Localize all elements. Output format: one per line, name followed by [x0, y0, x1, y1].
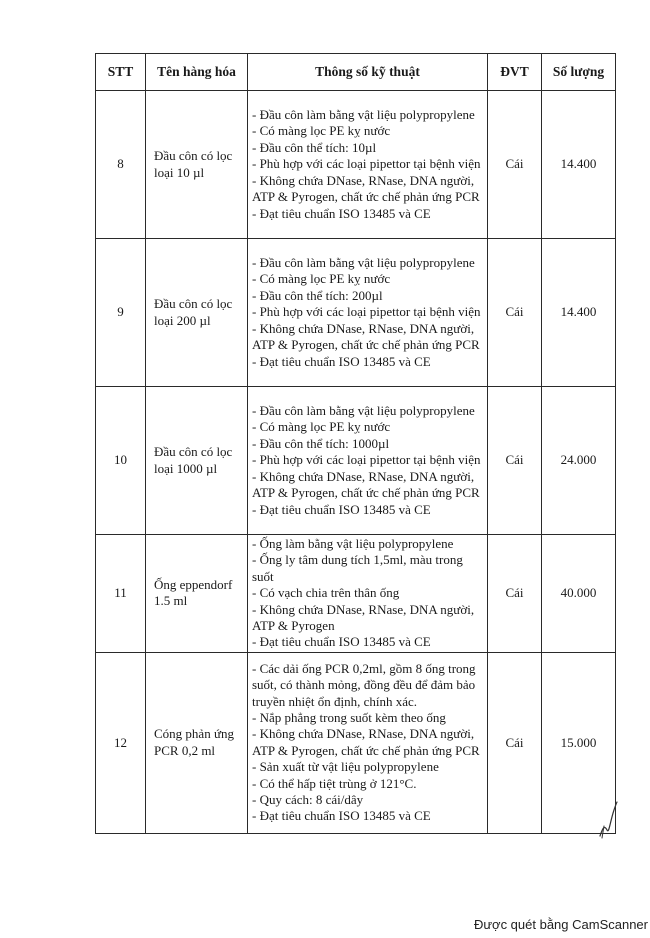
row-spec — [248, 535, 488, 653]
row-product-name: Đầu côn có lọc loại 200 µl — [146, 239, 248, 387]
spec-line: - Có vạch chia trên thân ống — [252, 585, 400, 601]
spec-line: - Có thể hấp tiệt trùng ở 121°C. — [252, 775, 417, 791]
row-stt: 9 — [96, 239, 146, 387]
spec-line: - Sản xuất từ vật liệu polypropylene — [252, 759, 439, 775]
spec-line: - Không chứa DNase, RNase, DNA người, ATP & Pyrogen, chất ức chế phản ứng PCR — [252, 172, 480, 205]
header-qty: Số lượng — [542, 54, 616, 91]
spec-line: - Không chứa DNase, RNase, DNA người, ATP & Pyrogen, chất ức chế phản ứng PCR — [252, 726, 480, 758]
spec-line: - Đạt tiêu chuẩn ISO 13485 và CE — [252, 205, 431, 221]
row-spec — [248, 652, 488, 833]
spec-line: - Ống ly tâm dung tích 1,5ml, màu trong suốt — [252, 552, 463, 584]
table-row — [96, 91, 616, 239]
row-spec — [248, 239, 488, 387]
spec-line: - Không chứa DNase, RNase, DNA người, ATP & Pyrogen, chất ức chế phản ứng PCR — [252, 320, 480, 353]
spec-line: - Đạt tiêu chuẩn ISO 13485 và CE — [252, 808, 431, 824]
spec-line: - Đầu côn làm bằng vật liệu polypropylene — [252, 107, 475, 123]
spec-line: - Có màng lọc PE kỵ nước — [252, 271, 391, 287]
row-quantity: 15.000 — [542, 652, 616, 833]
spec-line: - Đầu côn thể tích: 200µl — [252, 287, 383, 303]
scanner-footer: Được quét bằng CamScanner — [473, 917, 648, 932]
spec-line: - Nắp phẳng trong suốt kèm theo ống — [252, 710, 446, 726]
row-unit: Cái — [488, 387, 542, 535]
header-spec: Thông số kỹ thuật — [248, 54, 488, 91]
row-quantity: 24.000 — [542, 387, 616, 535]
spec-line: - Không chứa DNase, RNase, DNA người, ATP & Pyrogen — [252, 601, 475, 634]
table-header-row — [96, 54, 616, 91]
table-row — [96, 387, 616, 535]
row-product-name: Cóng phản ứng PCR 0,2 ml — [146, 652, 248, 833]
spec-line: - Đầu côn làm bằng vật liệu polypropylene — [252, 403, 475, 419]
spec-line: - Đầu côn thể tích: 10µl — [252, 139, 377, 155]
header-stt: STT — [96, 54, 146, 91]
row-stt: 12 — [96, 652, 146, 833]
row-unit: Cái — [488, 535, 542, 653]
row-stt: 10 — [96, 387, 146, 535]
row-quantity: 40.000 — [542, 535, 616, 653]
signature-mark — [596, 800, 620, 840]
spec-line: - Có màng lọc PE kỵ nước — [252, 123, 391, 139]
header-name: Tên hàng hóa — [146, 54, 248, 91]
spec-line: - Đầu côn làm bằng vật liệu polypropylene — [252, 255, 475, 271]
row-stt: 8 — [96, 91, 146, 239]
row-spec — [248, 387, 488, 535]
spec-line: - Không chứa DNase, RNase, DNA người, ATP & Pyrogen, chất ức chế phản ứng PCR — [252, 468, 480, 501]
header-unit: ĐVT — [488, 54, 542, 91]
table-body — [96, 91, 616, 834]
spec-line: - Phù hợp với các loại pipettor tại bệnh viện — [252, 156, 481, 172]
row-quantity: 14.400 — [542, 239, 616, 387]
row-unit: Cái — [488, 652, 542, 833]
row-spec — [248, 91, 488, 239]
spec-line: - Ống làm bằng vật liệu polypropylene — [252, 536, 454, 551]
product-spec-table — [95, 53, 616, 834]
row-unit: Cái — [488, 91, 542, 239]
spec-line: - Quy cách: 8 cái/dây — [252, 792, 364, 808]
spec-line: - Đạt tiêu chuẩn ISO 13485 và CE — [252, 353, 431, 369]
table-row — [96, 239, 616, 387]
row-stt: 11 — [96, 535, 146, 653]
spec-line: - Phù hợp với các loại pipettor tại bệnh viện — [252, 304, 481, 320]
spec-line: - Phù hợp với các loại pipettor tại bệnh viện — [252, 452, 481, 468]
row-product-name: Đầu côn có lọc loại 10 µl — [146, 91, 248, 239]
row-quantity: 14.400 — [542, 91, 616, 239]
row-product-name: Đầu côn có lọc loại 1000 µl — [146, 387, 248, 535]
table-row — [96, 652, 616, 833]
spec-line: - Đạt tiêu chuẩn ISO 13485 và CE — [252, 634, 431, 650]
spec-line: - Có màng lọc PE kỵ nước — [252, 419, 391, 435]
table-row — [96, 535, 616, 653]
row-product-name: Ống eppendorf 1.5 ml — [146, 535, 248, 653]
spec-line: - Các dải ống PCR 0,2ml, gồm 8 ống trong suốt, có thành mỏng, đồng đều để đảm bảo truyền nhiệt ổn định, chính xác. — [252, 660, 476, 709]
spec-line: - Đạt tiêu chuẩn ISO 13485 và CE — [252, 501, 431, 517]
spec-line: - Đầu côn thể tích: 1000µl — [252, 435, 390, 451]
row-unit: Cái — [488, 239, 542, 387]
